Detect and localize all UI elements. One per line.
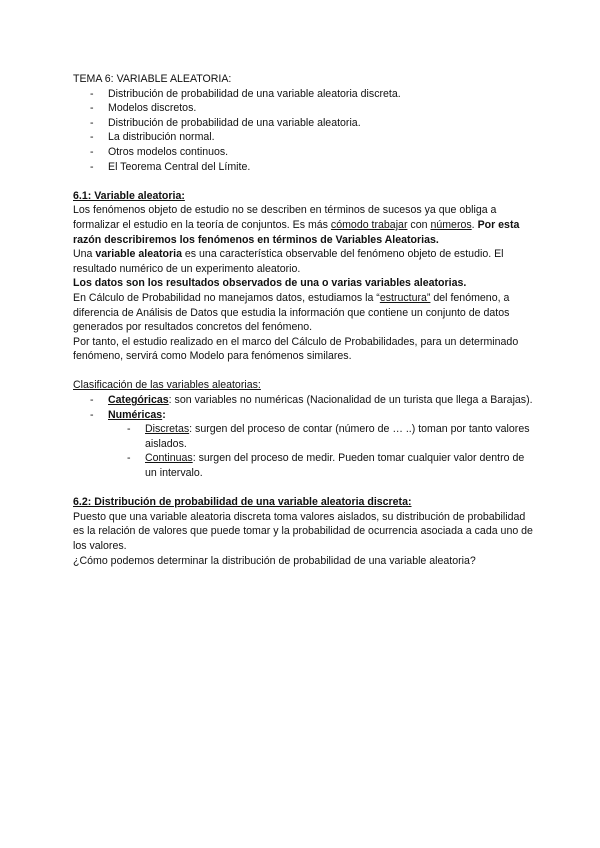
section-6-2-paragraph-1: Puesto que una variable aleatoria discreta toma valores aislados, su distribución de probabilidad es la relación de valores que puede tomar y la probabilidad de ocurrencia asociada a cada uno de los valores.	[73, 510, 533, 552]
topic-item: - La distribución normal.	[73, 130, 533, 145]
section-6-1-paragraph-5: Por tanto, el estudio realizado en el marco del Cálculo de Probabilidades, para un determinado fenómeno, servirá como Modelo para fenómenos similares.	[73, 335, 519, 363]
classification-heading: Clasificación de las variables aleatorias:	[73, 379, 261, 392]
section-6-1-paragraph-4: En Cálculo de Probabilidad no manejamos datos, estudiamos la “estructura” del fenómeno, a diferencia de Análisis de Datos que estudia la información que contiene un conjunto de datos generados por resultados concretos del fenómeno.	[73, 291, 510, 334]
topic-item: - Distribución de probabilidad de una variable aleatoria.	[73, 116, 533, 131]
classification-list	[73, 393, 533, 422]
document-page	[73, 72, 533, 568]
list-item-continuas: - Continuas: surgen del proceso de medir. Pueden tomar cualquier valor dentro de un intervalo.	[73, 451, 533, 480]
topic-item: - Otros modelos continuos.	[73, 145, 533, 160]
topic-list	[73, 87, 533, 175]
section-6-2-paragraph-2: ¿Cómo podemos determinar la distribución de probabilidad de una variable aleatoria?	[73, 554, 476, 567]
underlined-word: números	[430, 218, 472, 231]
list-item-numericas: - Numéricas:	[73, 408, 533, 423]
bold-term: variable aleatoria	[95, 248, 182, 261]
section-6-1-paragraph-2: Una variable aleatoria es una característica observable del fenómeno objeto de estudio. El resultado numérico de un experimento aleatorio.	[73, 248, 504, 275]
bold-statement: Por esta razón describiremos los fenómenos en términos de Variables Aleatorias.	[73, 218, 520, 246]
section-6-1-paragraph-3: Los datos son los resultados observados de una o varias variables aleatorias.	[73, 277, 467, 290]
underlined-word: estructura”	[379, 291, 431, 304]
topic-item: - Modelos discretos.	[73, 101, 533, 116]
section-6-2-heading: 6.2: Distribución de probabilidad de una variable aleatoria discreta:	[73, 496, 412, 509]
topic-item: - El Teorema Central del Límite.	[73, 160, 533, 175]
section-6-1-paragraph-1: Los fenómenos objeto de estudio no se describen en términos de sucesos ya que obliga a formalizar el estudio en la teoría de conjuntos. Es más cómodo trabajar con números. Por esta razón describiremos los fenómenos en términos de Variables Aleatorias.	[73, 204, 520, 246]
list-item-discretas: - Discretas: surgen del proceso de contar (número de … ..) toman por tanto valores aislados.	[73, 422, 533, 451]
section-6-1-heading: 6.1: Variable aleatoria:	[73, 189, 185, 202]
topic-item: - Distribución de probabilidad de una variable aleatoria discreta.	[73, 87, 533, 102]
underlined-phrase: cómodo trabajar	[330, 218, 408, 231]
topic-title: TEMA 6: VARIABLE ALEATORIA:	[73, 73, 232, 85]
numeric-subtypes-list	[73, 422, 533, 480]
list-item-categoricas: - Categóricas: son variables no numéricas (Nacionalidad de un turista que llega a Barajas).	[73, 393, 533, 408]
